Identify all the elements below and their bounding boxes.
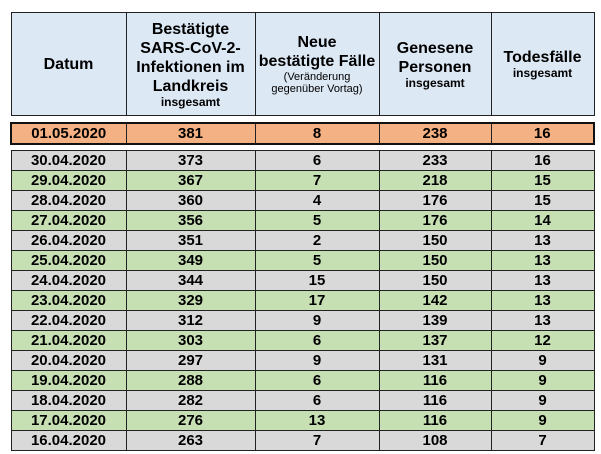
- cell-date: 23.04.2020: [11, 291, 126, 311]
- cell-date: 25.04.2020: [11, 251, 126, 271]
- header-confirmed: [126, 13, 255, 116]
- cell-date: 01.05.2020: [11, 123, 126, 144]
- table-row: [11, 151, 594, 171]
- cell-confirmed: 263: [126, 431, 255, 451]
- table-row: [11, 191, 594, 211]
- table-row: [11, 371, 594, 391]
- cell-new: 7: [255, 431, 379, 451]
- cell-confirmed: 349: [126, 251, 255, 271]
- cell-confirmed: 276: [126, 411, 255, 431]
- table-row: [11, 123, 594, 144]
- cell-date: 19.04.2020: [11, 371, 126, 391]
- table-row: [11, 391, 594, 411]
- cell-date: 30.04.2020: [11, 151, 126, 171]
- header-deaths-label: Todesfälle: [503, 49, 582, 66]
- table-row: [11, 251, 594, 271]
- table-row: [11, 351, 594, 371]
- cell-confirmed: 351: [126, 231, 255, 251]
- header-recovered-sub: insgesamt: [405, 75, 465, 90]
- cell-new: 7: [255, 171, 379, 191]
- table-row: [11, 171, 594, 191]
- table-row: [11, 291, 594, 311]
- cell-recovered: 139: [379, 311, 491, 331]
- header-gap: [11, 116, 594, 124]
- cell-date: 24.04.2020: [11, 271, 126, 291]
- header-row: [11, 13, 594, 116]
- cell-new: 5: [255, 211, 379, 231]
- cell-new: 4: [255, 191, 379, 211]
- cell-new: 13: [255, 411, 379, 431]
- cell-date: 17.04.2020: [11, 411, 126, 431]
- cell-date: 28.04.2020: [11, 191, 126, 211]
- cell-new: 6: [255, 151, 379, 171]
- cell-deaths: 15: [491, 171, 594, 191]
- cell-recovered: 176: [379, 191, 491, 211]
- cell-recovered: 218: [379, 171, 491, 191]
- cell-new: 8: [255, 123, 379, 144]
- cell-new: 9: [255, 351, 379, 371]
- cell-new: 6: [255, 331, 379, 351]
- cell-confirmed: 381: [126, 123, 255, 144]
- cell-confirmed: 356: [126, 211, 255, 231]
- cell-new: 6: [255, 371, 379, 391]
- cell-recovered: 176: [379, 211, 491, 231]
- cell-new: 5: [255, 251, 379, 271]
- cell-deaths: 13: [491, 231, 594, 251]
- header-gap-cell: [11, 116, 594, 124]
- covid-stats-table-container: [10, 12, 593, 451]
- cell-confirmed: 312: [126, 311, 255, 331]
- cell-deaths: 13: [491, 291, 594, 311]
- cell-date: 18.04.2020: [11, 391, 126, 411]
- cell-confirmed: 303: [126, 331, 255, 351]
- cell-deaths: 9: [491, 351, 594, 371]
- cell-deaths: 16: [491, 151, 594, 171]
- cell-date: 20.04.2020: [11, 351, 126, 371]
- cell-recovered: 142: [379, 291, 491, 311]
- cell-confirmed: 297: [126, 351, 255, 371]
- header-date-label: Datum: [43, 55, 94, 73]
- cell-new: 17: [255, 291, 379, 311]
- cell-confirmed: 329: [126, 291, 255, 311]
- cell-confirmed: 373: [126, 151, 255, 171]
- cell-date: 27.04.2020: [11, 211, 126, 231]
- header-confirmed-label: Bestätigte SARS-CoV-2-Infektionen im Landkreis: [136, 20, 245, 95]
- cell-new: 9: [255, 311, 379, 331]
- header-confirmed-sub: insgesamt: [160, 94, 221, 109]
- cell-date: 29.04.2020: [11, 171, 126, 191]
- header-new: [255, 13, 379, 116]
- cell-recovered: 150: [379, 271, 491, 291]
- cell-deaths: 15: [491, 191, 594, 211]
- cell-confirmed: 367: [126, 171, 255, 191]
- header-recovered-label: Genesene Personen: [396, 39, 474, 76]
- cell-new: 15: [255, 271, 379, 291]
- cell-deaths: 9: [491, 371, 594, 391]
- cell-deaths: 9: [491, 391, 594, 411]
- cell-recovered: 116: [379, 411, 491, 431]
- cell-deaths: 12: [491, 331, 594, 351]
- cell-recovered: 233: [379, 151, 491, 171]
- table-row: [11, 431, 594, 451]
- cell-deaths: 14: [491, 211, 594, 231]
- cell-recovered: 238: [379, 123, 491, 144]
- cell-recovered: 116: [379, 371, 491, 391]
- cell-confirmed: 360: [126, 191, 255, 211]
- cell-recovered: 116: [379, 391, 491, 411]
- cell-recovered: 108: [379, 431, 491, 451]
- cell-deaths: 13: [491, 271, 594, 291]
- header-deaths-sub: insgesamt: [512, 66, 573, 80]
- cell-date: 21.04.2020: [11, 331, 126, 351]
- cell-confirmed: 288: [126, 371, 255, 391]
- cell-deaths: 16: [491, 123, 594, 144]
- cell-new: 6: [255, 391, 379, 411]
- table-row: [11, 231, 594, 251]
- cell-deaths: 13: [491, 251, 594, 271]
- cell-date: 26.04.2020: [11, 231, 126, 251]
- cell-recovered: 131: [379, 351, 491, 371]
- covid-stats-table: [10, 12, 595, 451]
- cell-date: 16.04.2020: [11, 431, 126, 451]
- cell-confirmed: 282: [126, 391, 255, 411]
- table-row: [11, 271, 594, 291]
- header-date: [11, 13, 126, 116]
- header-new-label: Neue bestätigte Fälle: [258, 34, 376, 70]
- cell-deaths: 9: [491, 411, 594, 431]
- header-recovered: [379, 13, 491, 116]
- table-row: [11, 331, 594, 351]
- cell-deaths: 7: [491, 431, 594, 451]
- header-new-note: (Veränderung gegenüber Vortag): [271, 71, 363, 95]
- cell-recovered: 150: [379, 231, 491, 251]
- cell-recovered: 150: [379, 251, 491, 271]
- cell-recovered: 137: [379, 331, 491, 351]
- cell-new: 2: [255, 231, 379, 251]
- table-body: [11, 116, 594, 451]
- cell-date: 22.04.2020: [11, 311, 126, 331]
- table-row: [11, 211, 594, 231]
- cell-confirmed: 344: [126, 271, 255, 291]
- header-deaths: [491, 13, 594, 116]
- table-row: [11, 411, 594, 431]
- cell-deaths: 13: [491, 311, 594, 331]
- table-row: [11, 311, 594, 331]
